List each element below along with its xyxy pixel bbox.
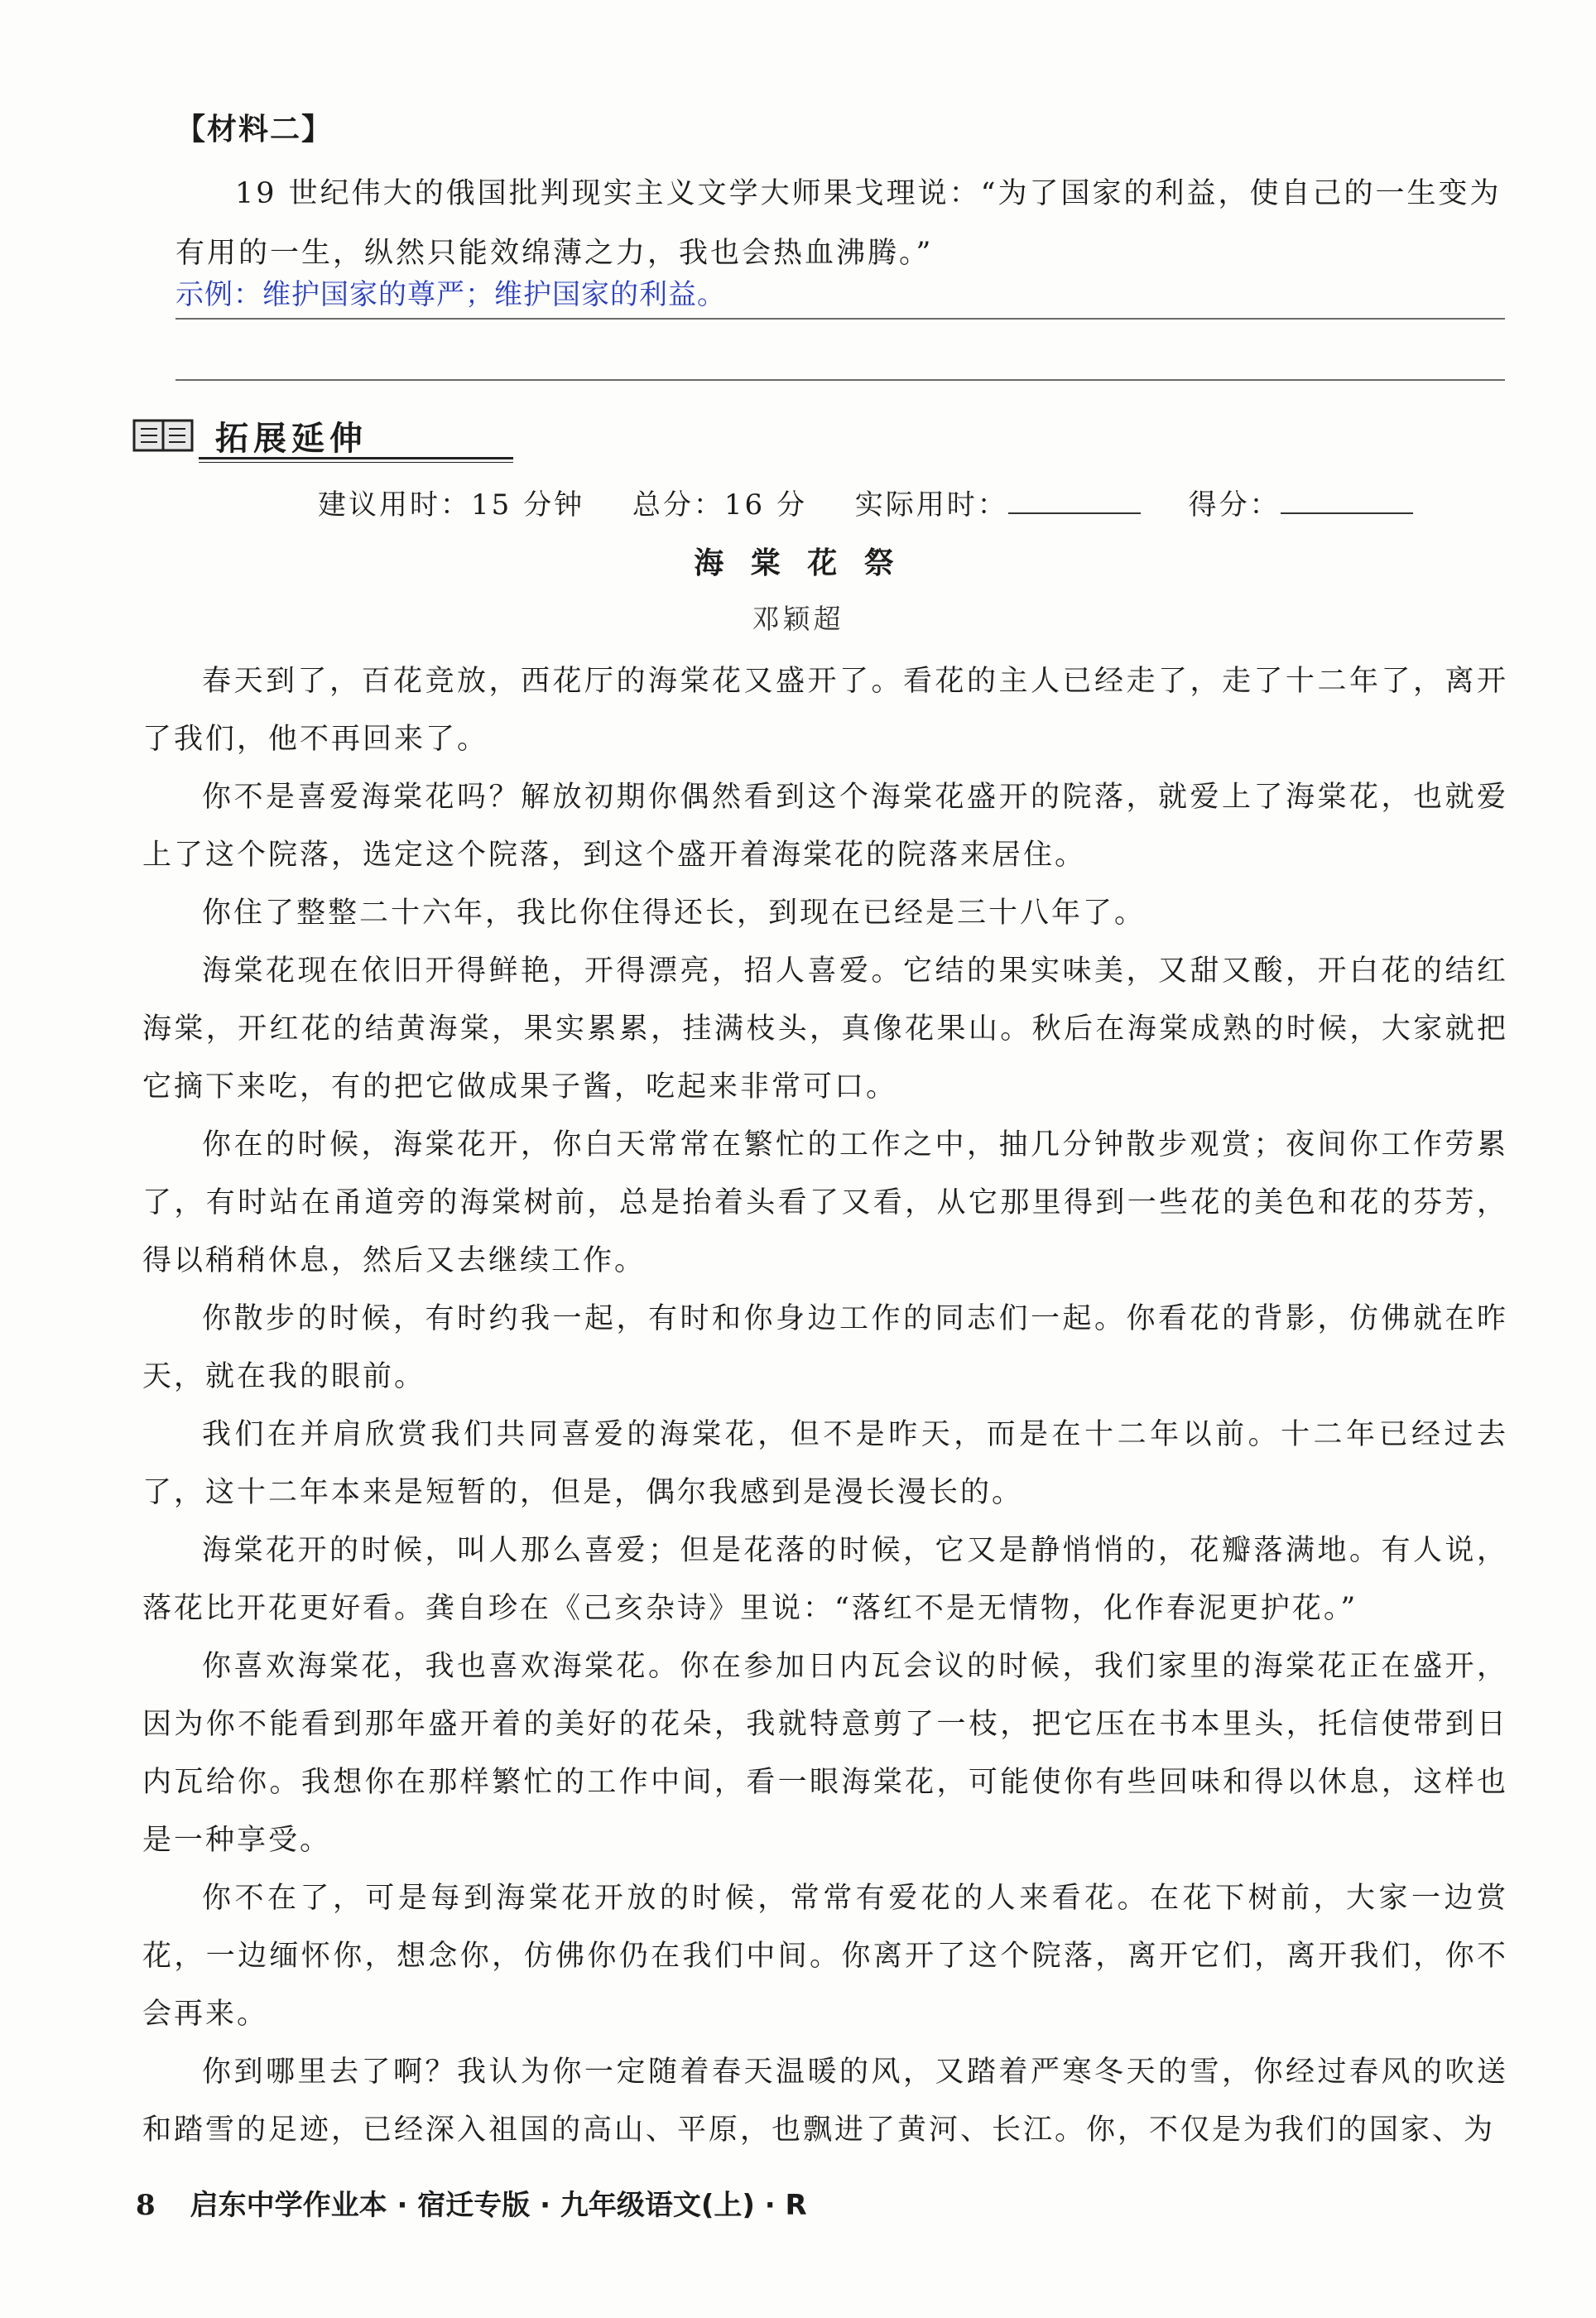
section-underline (199, 457, 513, 459)
paragraph: 你散步的时候，有时约我一起，有时和你身边工作的同志们一起。你看花的背影，仿佛就在昨天，就在我的眼前。 (142, 1302, 1508, 1393)
suggested-time: 建议用时：15 分钟 (318, 488, 585, 522)
article-body (142, 652, 1508, 2159)
book-icon (132, 416, 197, 455)
paragraph: 你到哪里去了啊？我认为你一定随着春天温暖的风，又踏着严寒冬天的雪，你经过春风的吹送和踏雪的足迹，已经深入祖国的高山、平原，也飘进了黄河、长江。你，不仅是为我们的国家、为 (142, 2056, 1508, 2147)
paragraph: 我们在并肩欣赏我们共同喜爱的海棠花，但不是昨天，而是在十二年以前。十二年已经过去了，这十二年本来是短暂的，但是，偶尔我感到是漫长漫长的。 (142, 1418, 1508, 1509)
paragraph: 春天到了，百花竞放，西花厅的海棠花又盛开了。看花的主人已经走了，走了十二年了，离开了我们，他不再回来了。 (142, 665, 1508, 756)
answer-line-2 (175, 379, 1505, 381)
paragraph: 你不在了，可是每到海棠花开放的时候，常常有爱花的人来看花。在花下树前，大家一边赏花，一边缅怀你，想念你，仿佛你仍在我们中间。你离开了这个院落，离开它们，离开我们，你不会再来。 (142, 1882, 1508, 2031)
material-quote: 19 世纪伟大的俄国批判现实主义文学大师果戈理说：“为了国家的利益，使自己的一生变为有用的一生，纵然只能效绵薄之力，我也会热血沸腾。” (175, 177, 1502, 270)
score-blank[interactable] (1281, 491, 1413, 514)
page-footer (136, 2182, 807, 2223)
book-title: 启东中学作业本 · 宿迁专版 · 九年级语文(上) · R (190, 2189, 807, 2222)
paragraph: 你住了整整二十六年，我比你住得还长，到现在已经是三十八年了。 (202, 897, 1147, 930)
paragraph: 海棠花开的时候，叫人那么喜爱；但是花落的时候，它又是静悄悄的，花瓣落满地。有人说，落花比开花更好看。龚自珍在《己亥杂诗》里说：“落红不是无情物，化作春泥更护花。” (142, 1534, 1508, 1625)
total-score: 总分：16 分 (632, 488, 807, 522)
material-heading: 【材料二】 (175, 113, 334, 147)
paragraph: 你不是喜爱海棠花吗？解放初期你偶然看到这个海棠花盛开的院落，就爱上了海棠花，也就爱上了这个院落，选定这个院落，到这个盛开着海棠花的院落来居住。 (142, 781, 1508, 872)
paragraph: 海棠花现在依旧开得鲜艳，开得漂亮，招人喜爱。它结的果实味美，又甜又酸，开白花的结红海棠，开红花的结黄海棠，果实累累，挂满枝头，真像花果山。秋后在海棠成熟的时候，大家就把它摘下来吃，有的把它做成果子酱，吃起来非常可口。 (142, 955, 1508, 1104)
article-author: 邓颖超 (752, 603, 844, 635)
section-underline-thin (199, 462, 513, 463)
time-score-info (318, 482, 1413, 522)
section-header (132, 409, 396, 462)
section-title: 拓展延伸 (215, 420, 368, 458)
actual-time-blank[interactable] (1008, 491, 1141, 514)
answer-line-1 (175, 318, 1505, 320)
paragraph: 你在的时候，海棠花开，你白天常常在繁忙的工作之中，抽几分钟散步观赏；夜间你工作劳累了，有时站在甬道旁的海棠树前，总是抬着头看了又看，从它那里得到一些花的美色和花的芬芳，得以稍稍休息，然后又去继续工作。 (142, 1128, 1508, 1277)
score-label: 得分： (1188, 488, 1281, 522)
article-title: 海 棠 花 祭 (694, 546, 902, 580)
page-number: 8 (136, 2189, 156, 2222)
paragraph: 你喜欢海棠花，我也喜欢海棠花。你在参加日内瓦会议的时候，我们家里的海棠花正在盛开，因为你不能看到那年盛开着的美好的花朵，我就特意剪了一枝，把它压在书本里头，托信使带到日内瓦给你。我想你在那样繁忙的工作中间，看一眼海棠花，可能使你有些回味和得以休息，这样也是一种享受。 (142, 1650, 1508, 1857)
actual-time-label: 实际用时： (854, 488, 1008, 522)
answer-example: 示例：维护国家的尊严；维护国家的利益。 (175, 278, 726, 311)
